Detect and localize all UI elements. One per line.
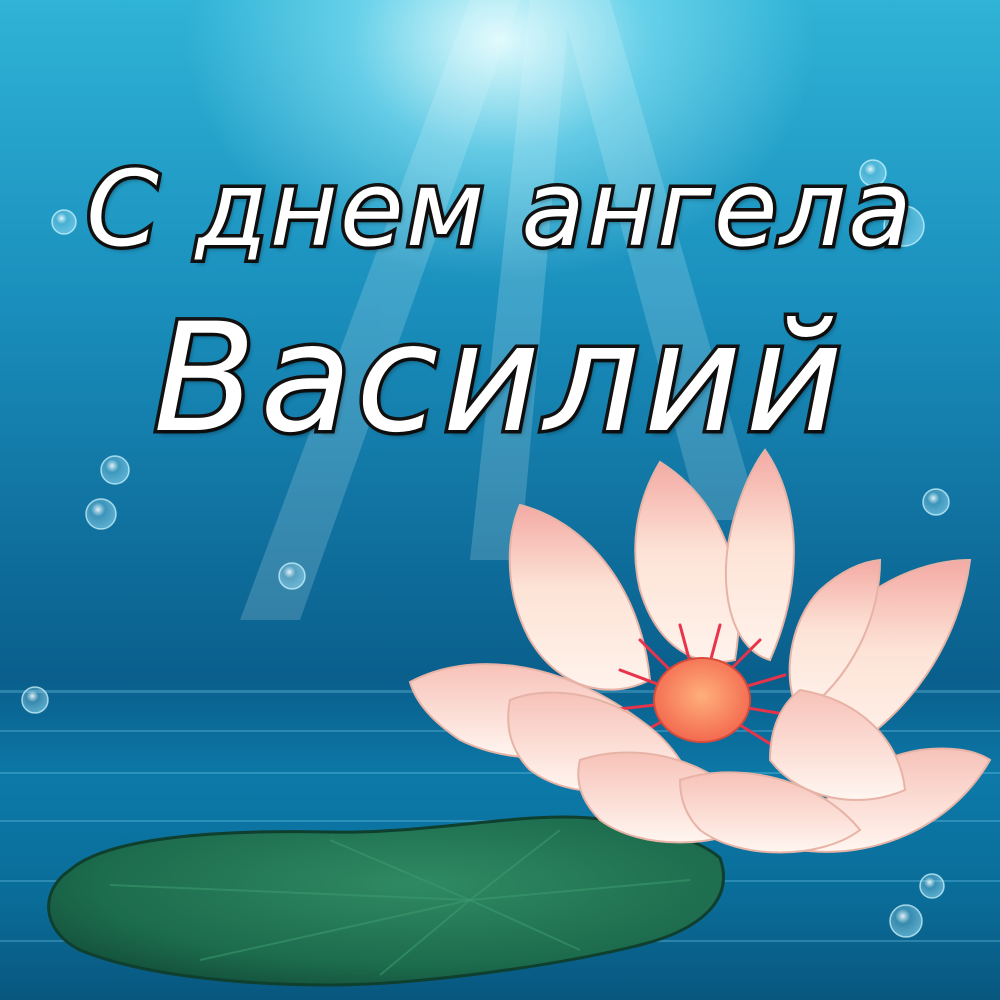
greeting-title: С днем ангела [86,148,914,270]
bubble-icon [279,563,305,589]
bubble-icon [86,499,116,529]
bubble-icon [22,687,48,713]
name-title: Василий [153,292,847,466]
bubble-icon [920,874,944,898]
bubble-icon [890,905,922,937]
bubble-icon [923,489,949,515]
lily-pad-icon [49,817,724,985]
lotus-center [654,658,750,742]
